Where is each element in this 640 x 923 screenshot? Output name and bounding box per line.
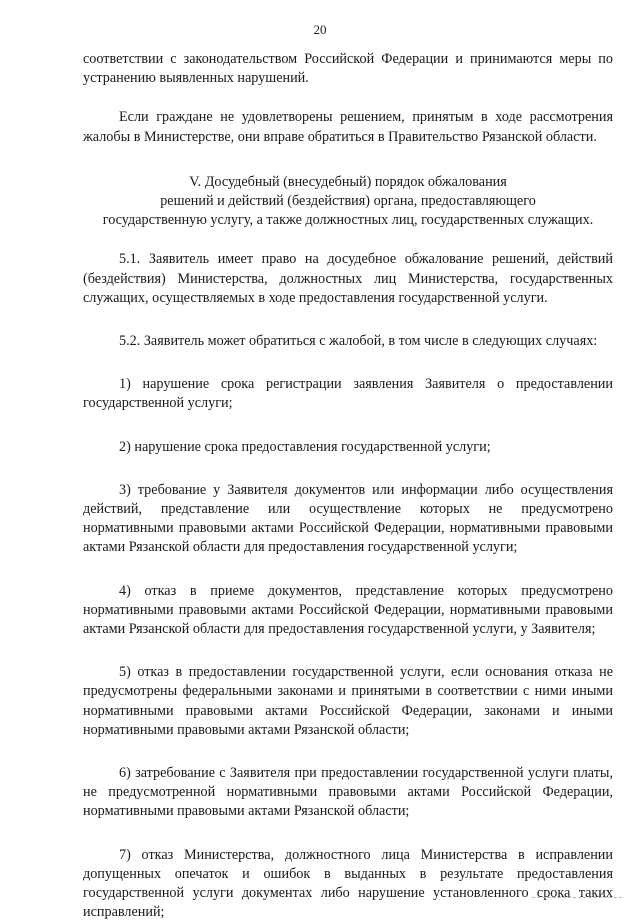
page-number: 20 (313, 22, 327, 37)
list-item-6: 6) затребование с Заявителя при предоставлении государственной услуги платы, не предусмотренной нормативными правовыми актами Российской Федерации, нормативными правовыми актами Рязанской области; (83, 765, 613, 820)
section-heading-line-1: V. Досудебный (внесудебный) порядок обжалования (189, 173, 507, 190)
section-heading-line-2: решений и действий (бездействия) органа, предоставляющего (160, 193, 536, 210)
list-item-1: 1) нарушение срока регистрации заявления Заявителя о предоставлении государственной услуги; (83, 376, 613, 412)
paragraph-continuation: соответствии с законодательством Российской Федерации и принимаются меры по устранению выявленных нарушений. (83, 51, 613, 87)
list-item-4: 4) отказ в приеме документов, представление которых предусмотрено нормативными правовыми актами Российской Федерации, нормативными правовыми актами Рязанской области для предоставления государственной услуги, у Заявителя; (83, 582, 613, 638)
list-item-7: 7) отказ Министерства, должностного лица Министерства в исправлении допущенных опечаток и ошибок в выданных в результате предоставления государственной услуги документах либо нарушение установленного срока таких исправлений; (83, 846, 613, 921)
list-item-5: 5) отказ в предоставлении государственной услуги, если основания отказа не предусмотрены федеральными законами и принятыми в соответствии с ними иными нормативными правовыми актами Российской Федерации, законами и иными нормативными правовыми актами Рязанской области; (83, 664, 613, 738)
scan-artifact-line (532, 897, 622, 899)
document-body (83, 50, 613, 923)
section-heading-line-3: государственную услугу, а также должностных лиц, государственных служащих. (102, 212, 594, 229)
clause-5-1: 5.1. Заявитель имеет право на досудебное обжалование решений, действий (бездействия) Министерства, должностных лиц Министерства, государственных служащих, осуществляемых в ходе предоставления государственной услуги. (83, 251, 613, 306)
clause-5-2: 5.2. Заявитель может обратиться с жалобой, в том числе в следующих случаях: (119, 333, 598, 350)
paragraph-appeal-government: Если граждане не удовлетворены решением, принятым в ходе рассмотрения жалобы в Министерстве, они вправе обратиться в Правительство Рязанской области. (83, 109, 613, 145)
list-item-2: 2) нарушение срока предоставления государственной услуги; (119, 438, 491, 455)
list-item-3: 3) требование у Заявителя документов или информации либо осуществления действий, представление или осуществление которых не предусмотрено нормативными правовыми актами Российской Федерации, нормативными правовыми актами Рязанской области для предоставления государственной услуги; (83, 481, 613, 556)
